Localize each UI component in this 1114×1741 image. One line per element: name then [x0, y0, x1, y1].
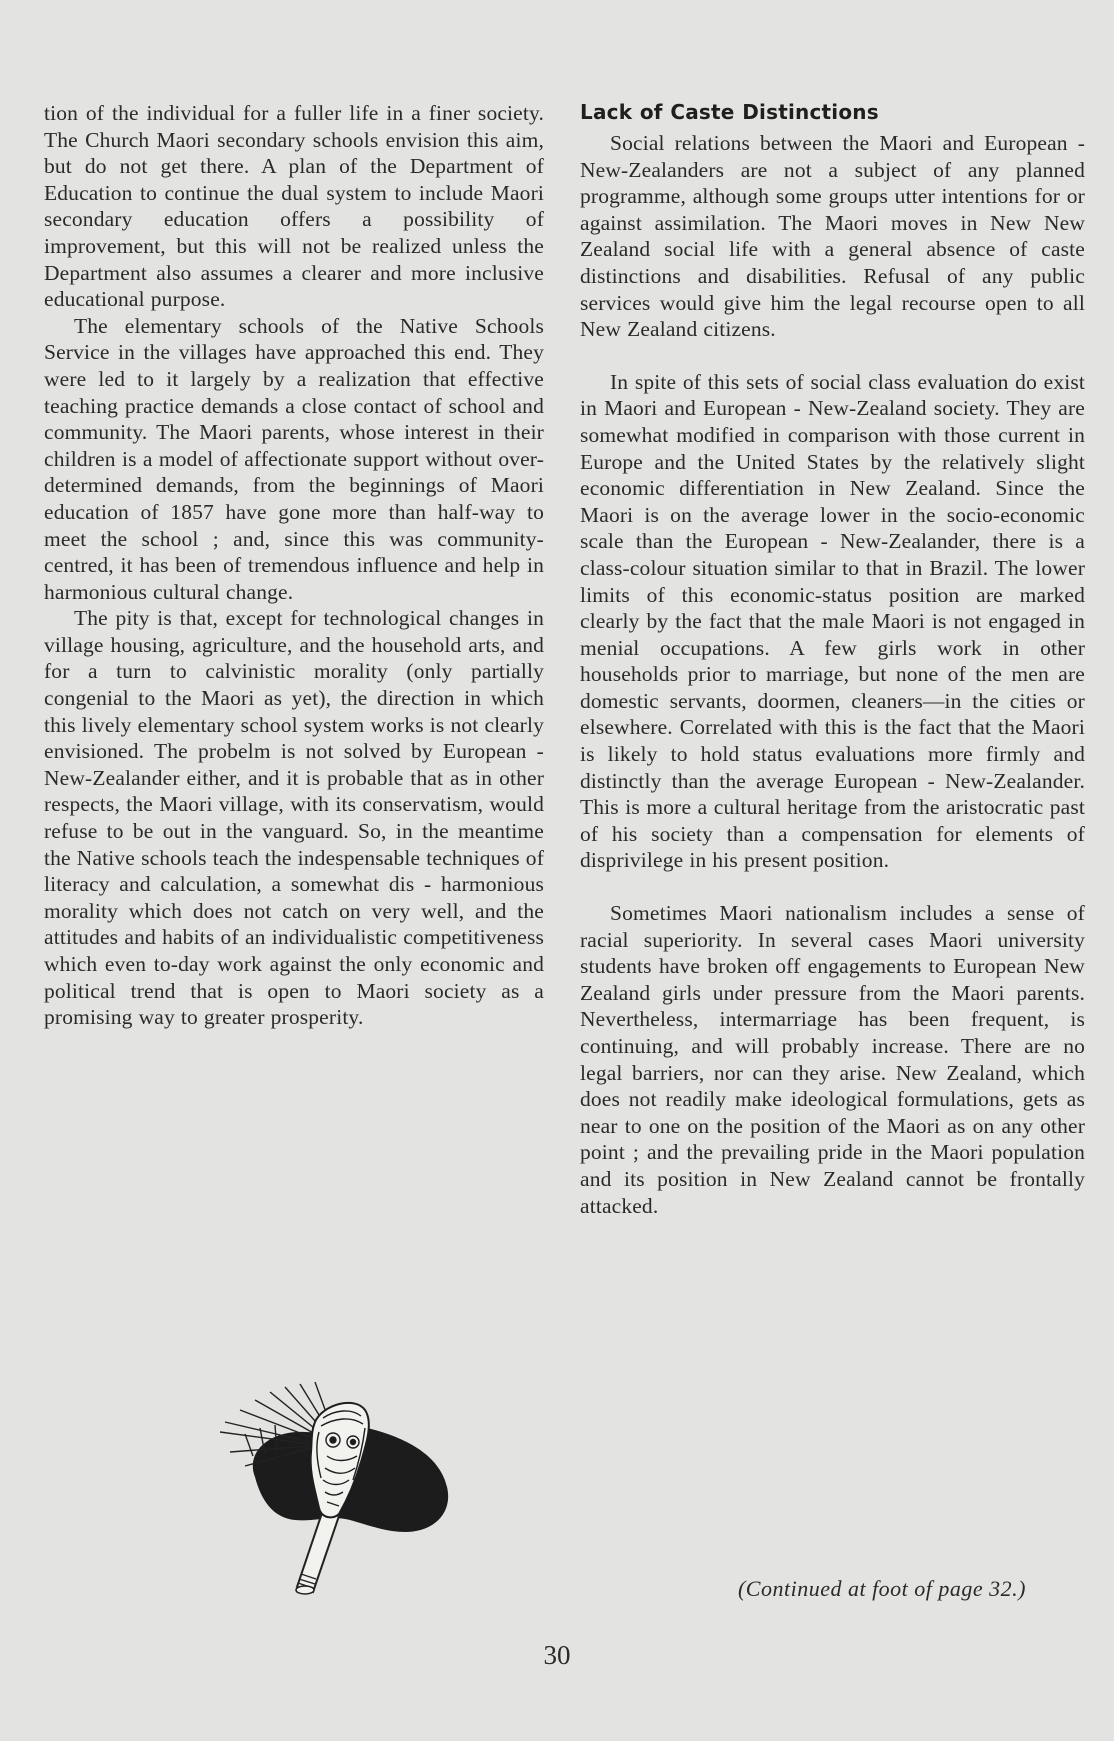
maori-carved-figure-icon [215, 1382, 515, 1607]
left-paragraph-2: The elementary schools of the Native Schools Service in the villages have approached this end. They were led to it largely by a realization that effective teaching practice demands a close contact of school and community. The Maori parents, whose interest in their children is a model of affectionate support without over-determined demands, from the beginnings of Maori education of 1857 have gone more than half-way to meet the school ; and, since this was community-centred, it has been of tremendous influence and help in harmonious cultural change. [44, 313, 544, 604]
page-number: 30 [543, 1640, 571, 1670]
right-paragraph-2: In spite of this sets of social class evaluation do exist in Maori and European - New-Zealand society. They are somewhat modified in comparison with those current in Europe and the United States by the relatively slight economic differentiation in New Zealand. Since the Maori is on the average lower in the socio-economic scale than the European - New-Zealander, there is a class-colour situation similar to that in Brazil. The lower limits of this economic-status position are marked clearly by the fact that the male Maori is not engaged in menial occupations. A few girls work in other households prior to marriage, but none of the men are domestic servants, doormen, cleaners—in the cities or elsewhere. Correlated with this is the fact that the Maori is likely to hold status evaluations more firmly and distinctly than the average European - New-Zealander. This is more a cultural heritage from the aristocratic past of his society than a compensation for elements of disprivilege in his present position. [580, 369, 1085, 873]
left-paragraph-1: tion of the individual for a fuller life in a finer society. The Church Maori secondary schools envision this aim, but do not get there. A plan of the Department of Education to continue the dual system to include Maori secondary education offers a possibility of improvement, but this will not be realized unless the Department also assumes a clearer and more inclusive educational purpose. [44, 101, 544, 312]
right-paragraph-3: Sometimes Maori nationalism includes a sense of racial superiority. In several cases Maori university students have broken off engagements to European New Zealand girls under pressure from the Maori parents. Nevertheless, intermarriage has been frequent, is continuing, and will probably increase. There are no legal barriers, nor can they arise. New Zealand, which does not readily make ideological formulations, gets as near to one on the position of the Maori as on any other point ; and the prevailing pride in the Maori population and its position in New Zealand cannot be frontally attacked. [580, 901, 1085, 1218]
continued-note: (Continued at foot of page 32.) [737, 1576, 1026, 1601]
left-paragraph-3: The pity is that, except for technological changes in village housing, agriculture, and the household arts, and for a turn to calvinistic morality (only partially congenial to the Maori as yet), the direction in which this lively elementary school system works is not clearly envisioned. The probelm is not solved by European - New-Zealander either, and it is probable that as in other respects, the Maori village, with its conservatism, would refuse to be out in the vanguard. So, in the meantime the Native schools teach the indespensable techniques of literacy and calculation, a somewhat dis - harmonious morality which does not catch on very well, and the attitudes and habits of an individualistic competitiveness which even to-day work against the only economic and political trend that is open to Maori society as a promising way to greater prosperity. [44, 606, 544, 1030]
left-column [44, 100, 544, 1031]
right-column [580, 98, 1085, 1219]
section-heading: Lack of Caste Distinctions [580, 100, 879, 124]
right-paragraph-1: Social relations between the Maori and European - New-Zealanders are not a subject of any planned programme, although some groups utter intentions for or against assimilation. The Maori moves in New New Zealand social life with a general absence of caste distinctions and disabilities. Refusal of any public services would give him the legal recourse open to all New Zealand citizens. [580, 131, 1085, 342]
